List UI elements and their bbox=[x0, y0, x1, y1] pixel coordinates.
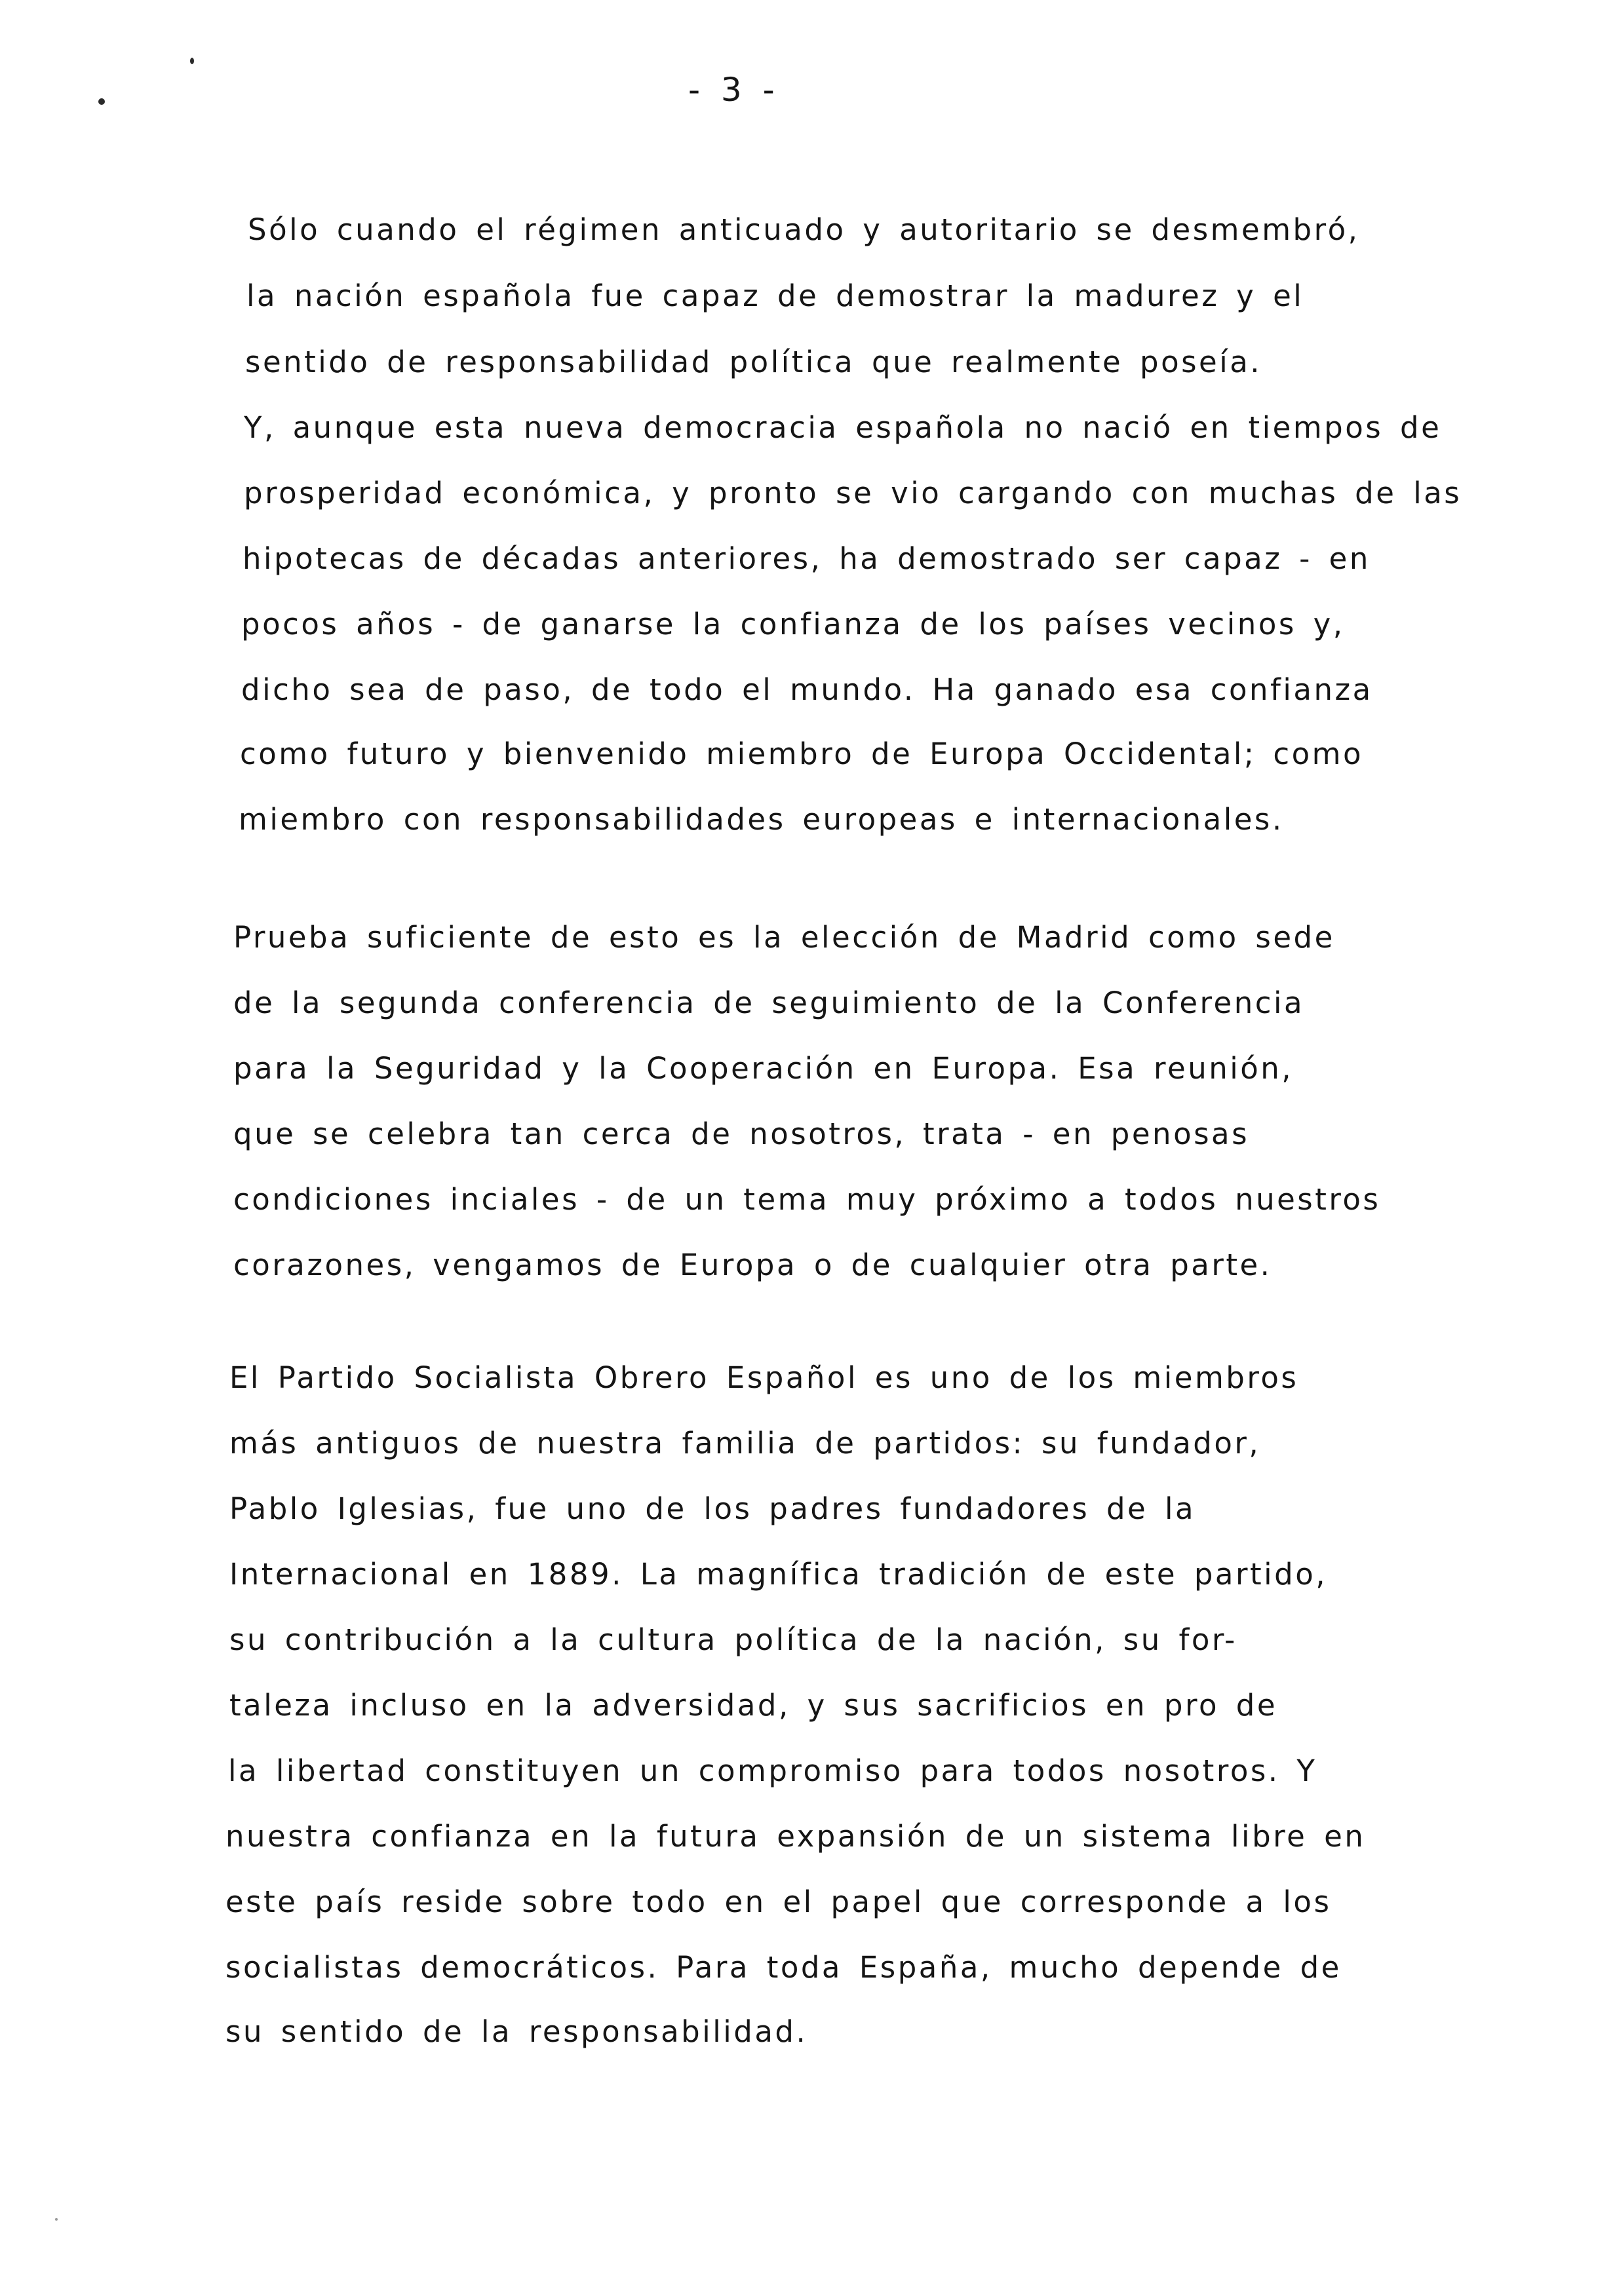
text-line: hipotecas de décadas anteriores, ha demostrado ser capaz - en bbox=[243, 541, 1371, 576]
text-line: Prueba suficiente de esto es la elección de Madrid como sede bbox=[233, 920, 1335, 955]
page-number: - 3 - bbox=[688, 71, 780, 109]
text-line: su contribución a la cultura política de la nación, su for- bbox=[229, 1622, 1237, 1657]
text-line: que se celebra tan cerca de nosotros, trata - en penosas bbox=[233, 1117, 1250, 1151]
text-line: la nación española fue capaz de demostrar la madurez y el bbox=[246, 278, 1304, 313]
text-line: corazones, vengamos de Europa o de cualquier otra parte. bbox=[233, 1248, 1272, 1282]
text-line: prosperidad económica, y pronto se vio cargando con muchas de las bbox=[244, 476, 1462, 510]
scan-speck bbox=[98, 98, 105, 105]
text-line: miembro con responsabilidades europeas e internacionales. bbox=[239, 802, 1284, 837]
text-line: este país reside sobre todo en el papel que corresponde a los bbox=[225, 1885, 1332, 1919]
text-line: Pablo Iglesias, fue uno de los padres fundadores de la bbox=[229, 1491, 1196, 1526]
text-line: para la Seguridad y la Cooperación en Europa. Esa reunión, bbox=[233, 1051, 1294, 1086]
text-line: más antiguos de nuestra familia de partidos: su fundador, bbox=[229, 1426, 1261, 1461]
text-line: la libertad constituyen un compromiso para todos nosotros. Y bbox=[228, 1753, 1317, 1788]
text-line: taleza incluso en la adversidad, y sus sacrificios en pro de bbox=[229, 1688, 1278, 1723]
text-line: de la segunda conferencia de seguimiento de la Conferencia bbox=[233, 985, 1305, 1020]
text-line: El Partido Socialista Obrero Español es uno de los miembros bbox=[229, 1360, 1299, 1395]
text-line: nuestra confianza en la futura expansión de un sistema libre en bbox=[225, 1819, 1366, 1854]
text-line: Y, aunque esta nueva democracia española no nació en tiempos de bbox=[244, 410, 1442, 445]
text-line: sentido de responsabilidad política que realmente poseía. bbox=[245, 345, 1262, 379]
text-line: Internacional en 1889. La magnífica tradición de este partido, bbox=[229, 1557, 1328, 1592]
text-line: socialistas democráticos. Para toda España, mucho depende de bbox=[225, 1950, 1342, 1985]
scan-speck bbox=[190, 58, 194, 64]
text-line: pocos años - de ganarse la confianza de los países vecinos y, bbox=[241, 607, 1345, 641]
text-line: condiciones inciales - de un tema muy próximo a todos nuestros bbox=[233, 1182, 1381, 1217]
scan-speck bbox=[55, 2218, 58, 2221]
text-line: dicho sea de paso, de todo el mundo. Ha ganado esa confianza bbox=[241, 672, 1373, 707]
text-line: Sólo cuando el régimen anticuado y autoritario se desmembró, bbox=[248, 212, 1360, 247]
text-line: como futuro y bienvenido miembro de Europa Occidental; como bbox=[240, 737, 1364, 771]
text-line: su sentido de la responsabilidad. bbox=[225, 2014, 808, 2049]
